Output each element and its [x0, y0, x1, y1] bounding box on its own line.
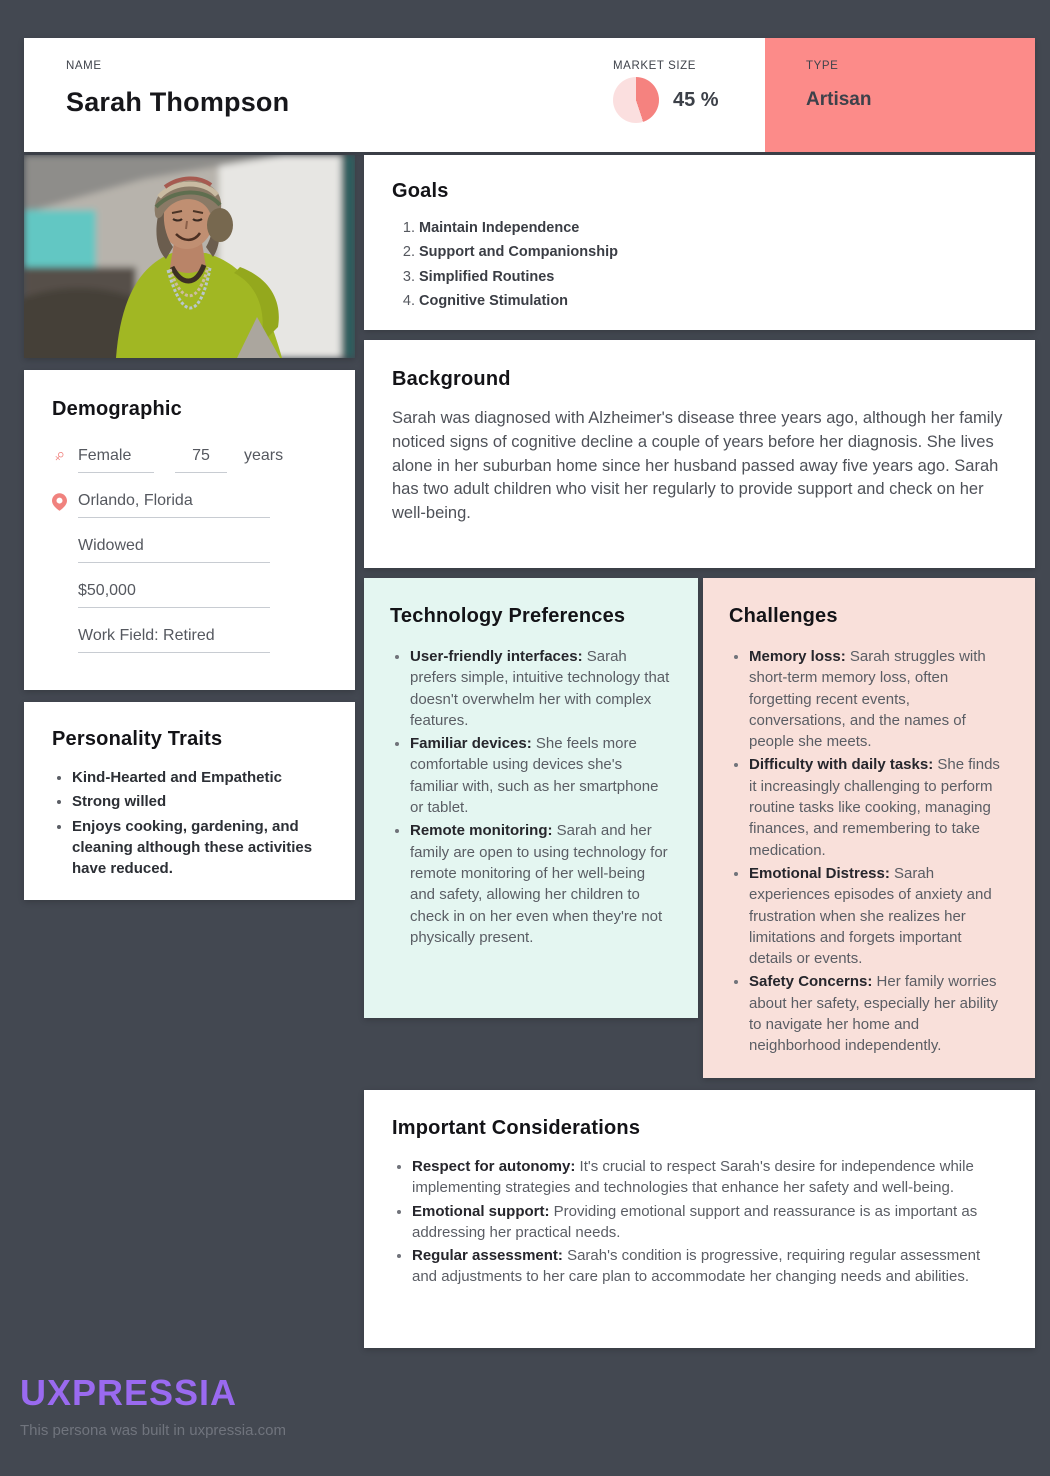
item-text: She finds it increasingly challenging to perform routine tasks like cooking, managing finances, and remembering to take medication. — [749, 756, 1000, 859]
location-pin-icon — [52, 493, 78, 518]
item-text: Sarah's condition is progressive, requiring regular assessment and adjustments to her care plan to accommodate her changing needs and abilities. — [412, 1247, 981, 1286]
item-text: Sarah experiences episodes of anxiety and frustration when she realizes her limitations and forgets important details or events. — [749, 864, 992, 968]
work-field-row — [52, 627, 327, 653]
item-text: Sarah and her family are open to using technology for remote monitoring of her well-being and safety, allowing her children to check in on her even when they're not physically present. — [410, 822, 668, 946]
item-label: Remote monitoring: — [410, 822, 553, 840]
personality-item: Kind-Hearted and Empathetic — [52, 767, 327, 788]
footer — [20, 1372, 286, 1439]
technology-item — [390, 646, 672, 731]
type-value: Artisan — [806, 89, 872, 110]
income-row — [52, 582, 327, 608]
item-text: Sarah prefers simple, intuitive technology that doesn't overwhelm her with complex features. — [410, 648, 670, 729]
item-label: Familiar devices: — [410, 735, 532, 753]
uxpressia-logo: UXPRESSIA — [20, 1372, 238, 1413]
considerations-list — [392, 1156, 1007, 1288]
header-name-section — [24, 38, 613, 152]
goal-item — [419, 267, 1007, 287]
persona-photo-illustration — [24, 155, 355, 358]
consideration-item — [392, 1201, 1007, 1244]
item-label: Regular assessment: — [412, 1247, 563, 1265]
goal-text: Simplified Routines — [419, 268, 555, 285]
market-size-row — [613, 77, 765, 123]
market-size-label: MARKET SIZE — [613, 60, 697, 72]
background-title: Background — [392, 368, 511, 390]
item-text: Her family worries about her safety, especially her ability to navigate her home and neighborhood independently. — [749, 973, 999, 1055]
gender-age-row — [46, 443, 327, 473]
header-market-section — [613, 38, 765, 152]
considerations-title: Important Considerations — [392, 1117, 641, 1139]
age-suffix-label: years — [244, 447, 284, 464]
market-size-value: 45 % — [673, 88, 719, 111]
challenge-item — [729, 754, 1009, 860]
goal-item — [419, 218, 1007, 238]
work-field[interactable]: Work Field: Retired — [78, 627, 270, 653]
goal-item — [419, 291, 1007, 311]
footer-tagline: This persona was built in uxpressia.com — [20, 1422, 286, 1439]
technology-item — [390, 733, 672, 818]
background-card — [364, 340, 1035, 568]
consideration-item — [392, 1245, 1007, 1288]
personality-item: Enjoys cooking, gardening, and cleaning although these activities have reduced. — [52, 816, 327, 880]
marital-status-row — [52, 537, 327, 563]
left-column — [24, 155, 355, 900]
demographic-title: Demographic — [52, 398, 183, 420]
persona-photo — [24, 155, 355, 358]
goal-text: Support and Companionship — [419, 244, 618, 261]
personality-title: Personality Traits — [52, 728, 223, 750]
personality-card — [24, 702, 355, 900]
marital-status-field[interactable]: Widowed — [78, 537, 270, 563]
goal-item — [419, 242, 1007, 262]
item-text: She feels more comfortable using devices she's familiar with, such as her smartphone or tablet. — [410, 735, 659, 817]
location-field[interactable]: Orlando, Florida — [78, 492, 270, 518]
item-label: Emotional support: — [412, 1202, 550, 1220]
technology-item — [390, 820, 672, 948]
goals-title: Goals — [392, 180, 449, 202]
technology-list — [390, 646, 672, 948]
demographic-card — [24, 370, 355, 690]
location-row — [52, 492, 327, 518]
tech-challenges-row — [364, 578, 1035, 1078]
goals-list — [392, 218, 1007, 311]
challenges-card — [703, 578, 1035, 1078]
item-label: Respect for autonomy: — [412, 1158, 576, 1175]
goals-card — [364, 155, 1035, 330]
income-field[interactable]: $50,000 — [78, 582, 270, 608]
female-icon: ♀ — [46, 443, 72, 470]
goal-text: Maintain Independence — [419, 220, 580, 236]
challenges-list — [729, 646, 1009, 1057]
gender-field[interactable]: Female — [78, 447, 154, 473]
age-field[interactable]: 75 — [175, 447, 227, 473]
technology-title: Technology Preferences — [390, 605, 626, 627]
challenge-item — [729, 863, 1009, 969]
item-label: Difficulty with daily tasks: — [749, 756, 934, 774]
header-card — [24, 38, 1035, 152]
person-name: Sarah Thompson — [66, 87, 290, 117]
consideration-item — [392, 1156, 1007, 1199]
item-label: Safety Concerns: — [749, 973, 873, 991]
item-label: Memory loss: — [749, 648, 846, 665]
name-label: NAME — [66, 60, 102, 72]
item-label: User-friendly interfaces: — [410, 648, 583, 665]
market-size-pie — [613, 77, 659, 123]
challenge-item — [729, 646, 1009, 752]
personality-item: Strong willed — [52, 791, 327, 812]
type-label: TYPE — [806, 60, 839, 72]
right-column — [364, 155, 1035, 1348]
considerations-card — [364, 1090, 1035, 1348]
technology-card — [364, 578, 698, 1018]
persona-content — [24, 38, 1035, 1348]
personality-list — [52, 767, 327, 879]
item-label: Emotional Distress: — [749, 864, 890, 882]
type-card — [765, 38, 1035, 152]
columns — [24, 155, 1035, 1348]
item-text: Providing emotional support and reassurance is as important as addressing her practical needs. — [412, 1202, 978, 1241]
item-text: It's crucial to respect Sarah's desire for independence while implementing strategies and technologies that enhance her safety and well-being. — [412, 1158, 974, 1197]
background-text: Sarah was diagnosed with Alzheimer's disease three years ago, although her family noticed signs of cognitive decline a couple of years before her diagnosis. She lives alone in her suburban home since her husband passed away five years ago. Sarah has two adult children who visit her regularly to provide support and check on her well-being. — [392, 409, 1003, 522]
item-text: Sarah struggles with short-term memory loss, often forgetting recent events, conversations, and the names of people she meets. — [749, 648, 986, 751]
goal-text: Cognitive Stimulation — [419, 292, 569, 309]
challenges-title: Challenges — [729, 605, 838, 627]
challenge-item — [729, 971, 1009, 1056]
